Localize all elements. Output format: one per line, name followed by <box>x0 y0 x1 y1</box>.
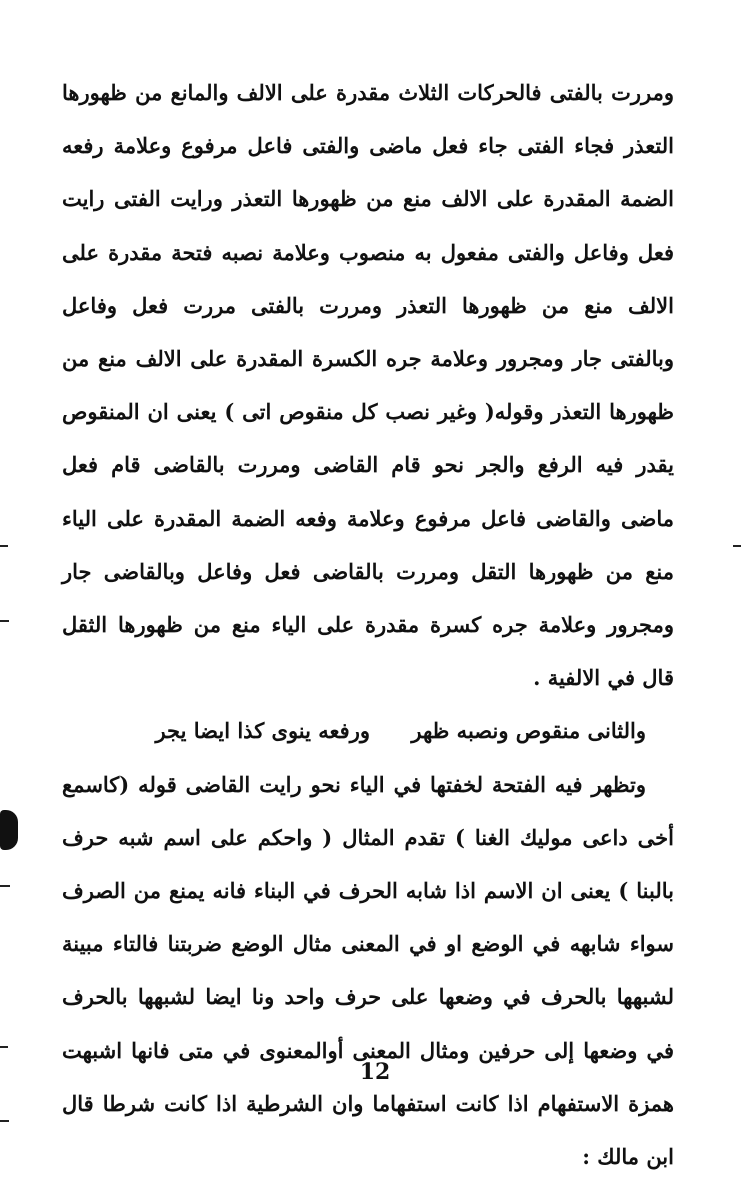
paragraph-2: وتظهر فيه الفتحة لخفتها في الياء نحو رايت القاضى قوله (كاسمع أخى داعى موليك الغنا ) تقدم المثال ( واحكم على اسم شبه حرف بالبنا ) يعنى ان الاسم اذا شابه الحرف في البناء فانه يمنع من الصرف سواء شابهه في الوضع او في المعنى مثال الوضع ضربتنا فالتاء مبينة لشبهها بالحرف في وضعها على حرف واحد ونا ايضا لشبهها بالحرف في وضعها إلى حرفين ومثال المعنى أوالمعنوى في متى فانها اشبهت همزة الاستفهام اذا كانت استفهاما وان الشرطية اذا كانت شرطا قال ابن مالك : <box>62 771 674 1170</box>
scan-artifact-mark <box>733 545 741 547</box>
paragraph-1: ومررت بالفتى فالحركات الثلاث مقدرة على الالف والمانع من ظهورها التعذر فجاء الفتى جاء فعل ماضى والفتى فاعل مرفوع وعلامة رفعه الضمة المقدرة على الالف منع من ظهورها التعذر ورايت الفتى رايت فعل وفاعل والفتى مفعول به منصوب وعلامة نصبه فتحة مقدرة على الالف منع من ظهورها التعذر ومررت بالفتى مررت فعل وفاعل وبالفتى جار ومجرور وعلامة جره الكسرة المقدرة على الالف منع من ظهورها التعذر وقوله( وغير نصب كل منقوص اتى ) يعنى ان المنقوص يقدر فيه الرفع والجر نحو قام القاضى ومررت بالقاضى قام فعل ماضى والقاضى فاعل مرفوع وعلامة وفعه الضمة المقدرة على الياء منع من ظهورها التقل ومررت بالقاضى فعل وفاعل وبالقاضى جار ومجرور وعلامة جره كسرة مقدرة على الياء منع من ظهورها الثقل قال في الالفية . <box>62 80 674 691</box>
verse-hemistich-first: والثانى منقوص ونصبه ظهر <box>411 718 646 744</box>
scan-artifact-blot <box>0 810 18 850</box>
page-number: 12 <box>359 1059 391 1085</box>
scan-artifact-mark <box>0 545 8 547</box>
verse-hemistich-second: ورفعه ينوى كذا ايضا يجر <box>155 718 370 744</box>
poetry-verse <box>62 704 674 757</box>
scan-artifact-mark <box>0 885 10 887</box>
scan-artifact-mark <box>0 620 9 622</box>
scan-artifact-mark <box>0 1046 8 1048</box>
scan-artifact-mark <box>0 1120 9 1122</box>
body-text <box>62 66 674 1183</box>
